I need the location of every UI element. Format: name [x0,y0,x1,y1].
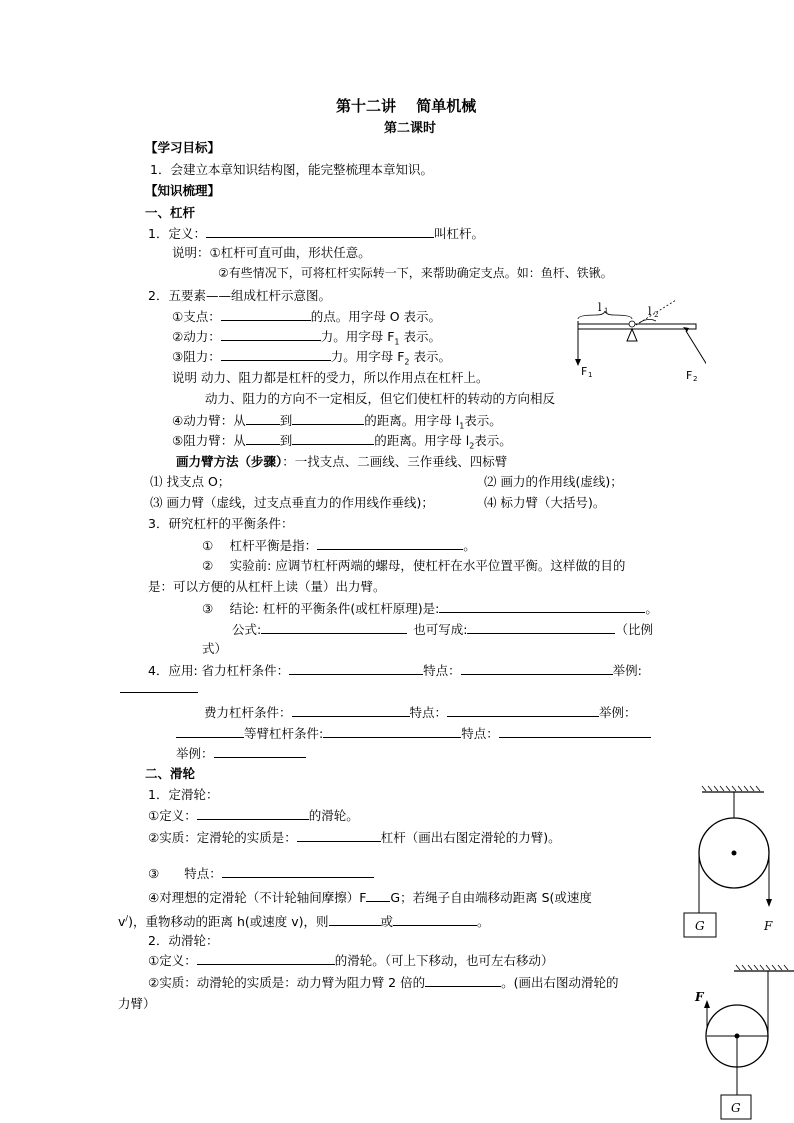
goals-heading: 【学习目标】 [145,140,221,155]
label-l1: l [598,301,602,314]
lever-diagram [566,295,706,387]
page-title: 第十二讲 简单机械 [336,97,477,115]
fixed-F-label: F [764,919,773,933]
balance-meaning: ① 杠杆平衡是指： 。 [202,538,476,553]
method-step-1: ⑴ 找支点 O； [150,474,231,489]
balance-experiment: ② 实验前: 应调节杠杆两端的螺母，使杠杆在水平位置平衡。这样做的目的 [202,558,626,573]
element-effort: ②动力： 力。用字母 $F_1$ 表示。 [172,329,441,347]
ideal-fixed-pulley: ④对理想的定滑轮（不计轮轴间摩擦）F G；若绳子自由端移动距离 S(或速度 [148,890,592,905]
review-heading: 【知识梳理】 [145,183,221,198]
application-equal-arm: 等臂杠杆条件: 特点： [176,724,651,742]
fixed-pulley-essence: ②实质：定滑轮的实质是： 杠杆（画出右图定滑轮的力臂)。 [148,830,561,845]
balance-heading: 3．研究杠杆的平衡条件： [148,516,294,531]
application-force-costing: 费力杠杆条件： 特点： 举例： [204,705,637,720]
label-F1: F [581,365,588,378]
fixed-pulley-definition: ①定义： 的滑轮。 [148,808,359,823]
section-pulley-heading: 二、滑轮 [145,766,196,781]
method-step-2: ⑵ 画力的作用线(虚线)； [484,474,623,489]
lever-definition: 1．定义： 叫杠杆。 [148,226,484,241]
method-step-3: ⑶ 画力臂（虚线，过支点垂直力的作用线作垂线)； [150,495,434,510]
ideal-fixed-pulley-2: v/)，重物移动的距离 h(或速度 v)，则 或 。 [118,914,490,930]
moving-pulley-essence: ②实质：动滑轮的实质是：动力臂为阻力臂 2 倍的 。(画出右图动滑轮的 [148,975,619,990]
fixed-pulley-heading: 1．定滑轮： [148,787,219,802]
arm-drawing-method: 画力臂方法（步骤）：一找支点、二画线、三作垂线、四标臂 [176,454,508,469]
balance-experiment-2: 是：可以方便的从杠杆上读（量）出力臂。 [148,579,386,594]
fixed-G-label: G [695,919,705,933]
balance-formula: 公式: 也可写成: （比例 [232,622,653,637]
five-elements-heading: 2．五要素——组成杠杆示意图。 [148,288,331,303]
page-subtitle: 第二课时 [384,121,437,136]
application-force-saving: 4．应用: 省力杠杆条件： 特点： 举例: [148,663,642,678]
fixed-pulley-diagram [678,783,778,943]
element-fulcrum: ①支点： 的点。用字母 O 表示。 [172,309,442,324]
goal-1: 1．会建立本章知识结构图，能完整梳理本章知识。 [150,162,433,177]
moving-pulley-definition: ①定义： 的滑轮。（可上下移动，也可左右移动） [148,953,554,968]
lever-note-2: ②有些情况下，可将杠杆实际转一下，来帮助确定支点。如：鱼杆、铁锹。 [218,266,613,280]
element-effort-arm: ④动力臂：从 到 的距离。用字母 $l_1$表示。 [172,413,502,431]
lever-note-1: 说明：①杠杆可直可曲，形状任意。 [172,245,371,260]
moving-pulley-heading: 2．动滑轮： [148,933,219,948]
label-F2-sub: 2 [693,375,698,383]
label-l2: l [648,305,652,318]
application-equal-arm-example: 举例： [176,744,306,762]
example-blank-1[interactable] [120,679,198,693]
label-l1-sub: 1 [604,307,609,315]
balance-formula-2: 式） [202,641,228,656]
moving-F-label: F [695,990,704,1004]
label-l2-sub: 2 [654,311,659,319]
fixed-pulley-feature: ③ 特点： [148,864,374,882]
moving-G-label: G [731,1101,741,1115]
balance-conclusion: ③ 结论: 杠杆的平衡条件(或杠杆原理)是: 。 [202,601,658,616]
section-lever-heading: 一、杠杆 [145,205,196,220]
moving-pulley-diagram [690,962,794,1123]
moving-pulley-essence-2: 力臂） [118,996,156,1011]
element-load-arm: ⑤阻力臂：从 到 的距离。用字母 $l_2$表示。 [172,433,512,451]
label-F2: F [686,369,693,382]
method-step-4: ⑷ 标力臂（大括号)。 [484,495,606,510]
label-F1-sub: 1 [588,371,593,379]
element-load: ③阻力： 力。用字母 $F_2$ 表示。 [172,349,451,367]
force-note-2: 动力、阻力的方向不一定相反，但它们使杠杆的转动的方向相反 [205,391,556,406]
force-note-1: 说明 动力、阻力都是杠杆的受力，所以作用点在杠杆上。 [172,370,489,385]
